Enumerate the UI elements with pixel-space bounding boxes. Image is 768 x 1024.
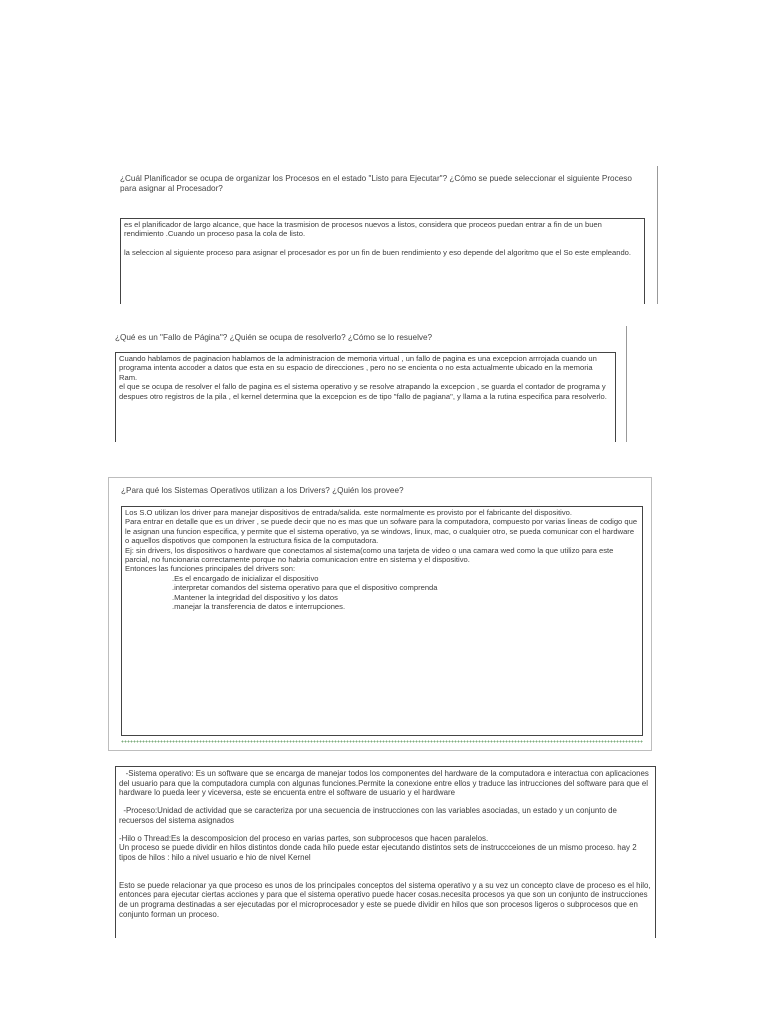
section-2-right-border <box>626 326 627 442</box>
answer-1-paragraph-2: la seleccion al siguiente proceso para asignar el procesador es por un fin de buen rendimiento y eso depende del algoritmo que el So este empleando. <box>124 247 631 257</box>
answer-3-item-4: .manejar la transferencia de datos e interrupciones. <box>172 602 346 612</box>
question-1: ¿Cuál Planificador se ocupa de organizar los Procesos en el estado "Listo para Ejecutar"? ¿Cómo se puede seleccionar el siguiente Proceso para asignar al Procesador? <box>120 174 632 193</box>
answer-3-item-1: .Es el encargado de inicializar el dispositivo <box>172 573 319 583</box>
answer-box-2[interactable] <box>115 352 616 442</box>
question-3: ¿Para qué los Sistemas Operativos utilizan a los Drivers? ¿Quién los provee? <box>121 486 404 495</box>
answer-4-paragraph-3: -Hilo o Thread:Es la descomposicion del proceso en varias partes, son subprocesos que hacen paralelos. Un proceso se puede dividir en hilos distintos donde cada hilo puede estar ejecutando distintos sets de instruccceiones de un mismo proceso. hay 2 tipos de hilos : hilo a nivel usuario e hio de nivel Kernel <box>119 833 637 862</box>
answer-4-paragraph-4: Esto se puede relacionar ya que proceso es unos de los principales conceptos del sistema operativo y a su vez un concepto clave de proceso es el hilo, entonces para ejecutar ciertas acciones y para que el sistema operativo puede hacer cosas.necesita procesos ya que son un conjunto de instrucciones de un programa destinadas a ser ejecutadas por el microprocesador y este se puede dividir en hilos que son procesos ligeros o subprocesos que en conjunto forman un proceso. <box>119 880 651 919</box>
answer-4-paragraph-1: -Sistema operativo: Es un software que se encarga de manejar todos los componentes del hardware de la computadora e interactua con aplicaciones del usuario para que la computadora cumpla con algunas funciones.Permite la conexione entre ellos y traduce las intrucciones del software para que el hardware lo pueda leer y viceversa, este se encuenta entre el software de usuario y el hardware <box>119 769 652 798</box>
section-1 <box>110 166 660 304</box>
question-2: ¿Qué es un "Fallo de Página"? ¿Quién se ocupa de resolverlo? ¿Cómo se lo resuelve? <box>115 333 433 342</box>
answer-1-paragraph-1: es el planificador de largo alcance, que hace la trasmision de procesos nuevos a listos, considera que proceos puedan entrar a fin de un buen rendimiento .Cuando un proceso pasa la cola de listo. <box>124 220 602 239</box>
answer-box-3[interactable] <box>121 506 643 736</box>
answer-4-paragraph-2: -Proceso:Unidad de actividad que se caracteriza por una secuencia de instrucciones con las variables asociadas, un estado y un conjunto de recuersos del sistema asignados <box>119 806 620 825</box>
answer-box-1[interactable] <box>120 218 645 304</box>
section-2 <box>110 326 630 444</box>
answer-box-4[interactable] <box>115 766 656 938</box>
dotted-resize-strip <box>121 739 643 744</box>
section-1-right-border <box>657 166 658 304</box>
answer-3-item-3: .Mantener la integridad del dispositivo y los datos <box>172 592 338 602</box>
answer-2-text: Cuando hablamos de paginacion hablamos de la administracion de memoria virtual , un fallo de pagina es una excepcion arrrojada cuando un programa intenta accoder a datos que esta en su espacio de direcciones , pero no se encienta o no esta actualmente ubicado en la memoria Ram. el que se ocupa de resolver el fallo de pagina es el sistema operativo y se resolve atrapando la excepcion , se guarda el contador de programa y despues otro registros de la pila , el kernel determina que la excepcion es de tipo "fallo de pagiana", y llama a la rutina especifica para resolverlo. <box>119 354 607 401</box>
section-3 <box>108 477 652 751</box>
answer-3-item-2: .interpretar comandos del sistema operativo para que el dispositivo comprenda <box>172 583 438 593</box>
answer-3-intro: Los S.O utilizan los driver para manejar dispositivos de entrada/salida. este normalmente es provisto por el fabricante del dispositivo. Para entrar en detalle que es un driver , se puede decir que no es mas que un sofware para la computadora, compuesto por varias lineas de codigo que le asignan una funcion especifica, y permite que el sistema operativo, ya se windows, linux, mac, o cualquier otro, se pueda comunicar con el hardware o aquellos dispotivos que componen la estructura fisica de la computadora. Ej: sin drivers, los dispositivos o hardware que conectamos al sistema(como una tarjeta de video o una camara wed como la que utilizo para este parcial, no funcionaria correctamente porque no habria comunicacion entre en sistema y el dispositivo. Entonces las funciones principales del drivers son: <box>125 508 638 574</box>
